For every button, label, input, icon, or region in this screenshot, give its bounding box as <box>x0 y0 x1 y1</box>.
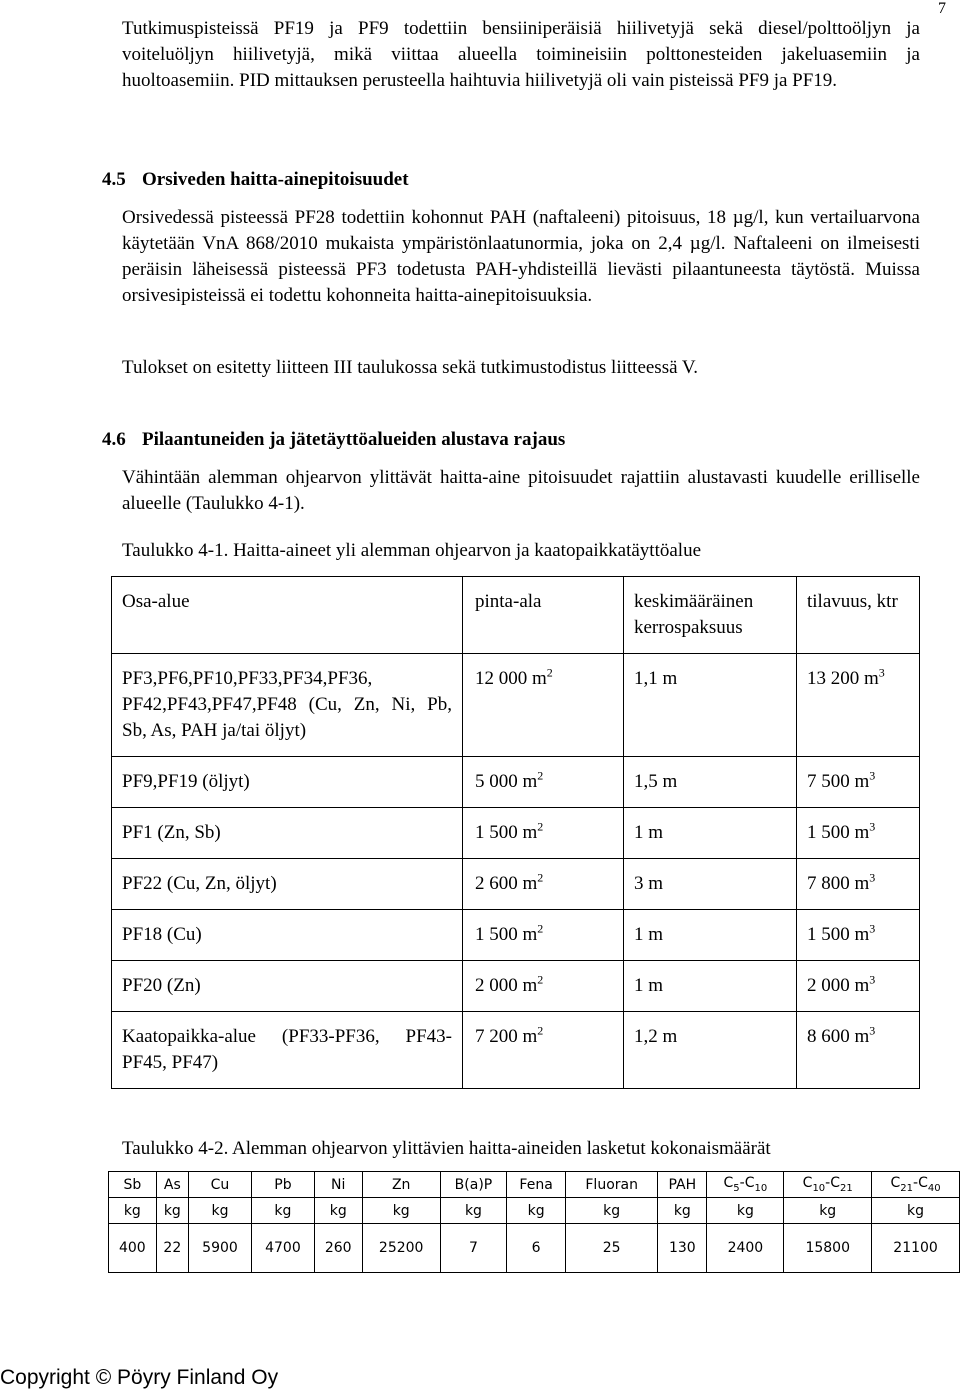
table-cell: 1,1 m <box>624 654 797 757</box>
unit-exponent: 3 <box>869 768 876 783</box>
cell-unit: m <box>854 873 870 894</box>
cell-unit: m <box>854 1026 870 1047</box>
table-cell: 1 m <box>624 961 797 1012</box>
table-cell: Kaatopaikka-alue (PF33-PF36, PF43-PF45, PF47) <box>112 1012 463 1089</box>
cell-unit: m <box>522 771 538 792</box>
table-cell: PF3,PF6,PF10,PF33,PF34,PF36, PF42,PF43,PF47,PF48 (Cu, Zn, Ni, Pb, Sb, As, PAH ja/tai öljyt) <box>112 654 463 757</box>
table-row <box>112 910 920 961</box>
unit-cell: kg <box>872 1198 960 1224</box>
cell-value: 12 000 <box>475 668 528 689</box>
unit-exponent: 3 <box>869 870 876 885</box>
unit-exponent: 3 <box>878 665 885 680</box>
section-4-5-heading <box>102 167 409 193</box>
cell-unit: m <box>522 873 538 894</box>
cell-unit: m <box>522 975 538 996</box>
table-cell <box>463 961 624 1012</box>
header-cell: $C_{10}-C_{21}$ <box>784 1172 872 1198</box>
cell-value: 2 000 <box>475 975 518 996</box>
value-cell: 7 <box>440 1224 506 1273</box>
table-cell: 3 m <box>624 859 797 910</box>
value-cell: 21100 <box>872 1224 960 1273</box>
section-title: Pilaantuneiden ja jätetäyttöalueiden alustava rajaus <box>142 429 566 450</box>
cell-unit: m <box>854 822 870 843</box>
value-cell: 25 <box>566 1224 658 1273</box>
cell-unit: m <box>522 1026 538 1047</box>
unit-cell: kg <box>251 1198 314 1224</box>
table-cell: PF1 (Zn, Sb) <box>112 808 463 859</box>
header-cell: $C_5-C_{10}$ <box>707 1172 784 1198</box>
section-number: 4.6 <box>102 429 126 450</box>
section-4-6-heading <box>102 427 566 453</box>
table-cell <box>463 1012 624 1089</box>
value-cell: 4700 <box>251 1224 314 1273</box>
table-cell <box>463 757 624 808</box>
value-cell: 15800 <box>784 1224 872 1273</box>
cell-unit: m <box>522 822 538 843</box>
value-cell: 5900 <box>189 1224 252 1273</box>
value-cell: 6 <box>507 1224 566 1273</box>
cell-value: 7 500 <box>807 771 850 792</box>
cell-value: 13 200 <box>807 668 860 689</box>
unit-cell: kg <box>314 1198 362 1224</box>
table-cell <box>797 808 920 859</box>
table-row <box>112 654 920 757</box>
section-4-5-paragraph-2: Tulokset on esitetty liitteen III taulukossa sekä tutkimustodistus liitteessä V. <box>122 357 698 378</box>
unit-cell: kg <box>156 1198 188 1224</box>
table-cell <box>463 910 624 961</box>
unit-exponent: 2 <box>537 819 544 834</box>
unit-cell: kg <box>707 1198 784 1224</box>
cell-unit: m <box>854 975 870 996</box>
header-cell: Cu <box>189 1172 252 1198</box>
header-cell: PAH <box>658 1172 707 1198</box>
table-4-2 <box>108 1171 960 1273</box>
table-row <box>112 757 920 808</box>
unit-cell: kg <box>189 1198 252 1224</box>
table-cell <box>797 910 920 961</box>
table-value-row <box>109 1224 960 1273</box>
unit-exponent: 2 <box>537 870 544 885</box>
unit-exponent: 2 <box>537 768 544 783</box>
table-2-caption: Taulukko 4-2. Alemman ohjearvon ylittävien haitta-aineiden lasketut kokonaismäärät <box>122 1138 771 1159</box>
unit-cell: kg <box>507 1198 566 1224</box>
unit-cell: kg <box>566 1198 658 1224</box>
value-cell: 25200 <box>362 1224 440 1273</box>
table-cell: PF18 (Cu) <box>112 910 463 961</box>
table-cell <box>797 757 920 808</box>
table-cell: 1,5 m <box>624 757 797 808</box>
unit-exponent: 2 <box>537 972 544 987</box>
table-cell: 1 m <box>624 910 797 961</box>
cell-value: 1 500 <box>475 822 518 843</box>
footer-copyright: Copyright © Pöyry Finland Oy <box>0 1366 279 1389</box>
cell-value: 8 600 <box>807 1026 850 1047</box>
header-cell: pinta-ala <box>463 577 624 654</box>
unit-cell: kg <box>658 1198 707 1224</box>
header-cell: Fena <box>507 1172 566 1198</box>
cell-unit: m <box>854 924 870 945</box>
table-row <box>112 859 920 910</box>
value-cell: 260 <box>314 1224 362 1273</box>
table-cell: PF22 (Cu, Zn, öljyt) <box>112 859 463 910</box>
unit-exponent: 2 <box>546 665 553 680</box>
value-cell: 130 <box>658 1224 707 1273</box>
table-unit-row <box>109 1198 960 1224</box>
cell-value: 7 800 <box>807 873 850 894</box>
value-cell: 22 <box>156 1224 188 1273</box>
header-cell: Ni <box>314 1172 362 1198</box>
table-cell: PF9,PF19 (öljyt) <box>112 757 463 808</box>
unit-cell: kg <box>362 1198 440 1224</box>
value-cell: 2400 <box>707 1224 784 1273</box>
section-title: Orsiveden haitta-ainepitoisuudet <box>142 169 409 190</box>
cell-value: 2 600 <box>475 873 518 894</box>
cell-unit: m <box>864 668 879 689</box>
cell-value: 2 000 <box>807 975 850 996</box>
table-cell: 1 m <box>624 808 797 859</box>
table-cell <box>463 859 624 910</box>
header-cell: tilavuus, ktr <box>797 577 920 654</box>
intro-paragraph: Tutkimuspisteissä PF19 ja PF9 todettiin bensiiniperäisiä hiilivetyjä sekä diesel/polttoöljyn ja voiteluöljyn hiilivetyjä, mikä viittaa alueella toimineisiin polttonesteiden jakeluasemiin ja huoltoasemiin. PID mittauksen perusteella haihtuvia hiilivetyjä oli vain pisteissä PF9 ja PF19. <box>122 18 920 91</box>
table-row <box>112 961 920 1012</box>
header-cell: $C_{21}-C_{40}$ <box>872 1172 960 1198</box>
table-cell <box>797 654 920 757</box>
table-cell: PF20 (Zn) <box>112 961 463 1012</box>
cell-unit: m <box>854 771 870 792</box>
table-cell <box>797 859 920 910</box>
cell-value: 1 500 <box>475 924 518 945</box>
header-cell: B(a)P <box>440 1172 506 1198</box>
cell-unit: m <box>522 924 538 945</box>
cell-unit: m <box>532 668 547 689</box>
unit-exponent: 3 <box>869 972 876 987</box>
header-cell: Fluoran <box>566 1172 658 1198</box>
table-cell <box>463 808 624 859</box>
unit-cell: kg <box>784 1198 872 1224</box>
table-cell <box>797 961 920 1012</box>
unit-exponent: 3 <box>869 1023 876 1038</box>
table-cell <box>463 654 624 757</box>
page-number: 7 <box>938 0 946 17</box>
cell-value: 1 500 <box>807 924 850 945</box>
cell-value: 5 000 <box>475 771 518 792</box>
unit-cell: kg <box>109 1198 157 1224</box>
header-cell: Pb <box>251 1172 314 1198</box>
section-4-6-paragraph-1: Vähintään alemman ohjearvon ylittävät haitta-aine pitoisuudet rajattiin alustavasti kuudelle erilliselle alueelle (Taulukko 4-1). <box>122 467 920 514</box>
table-4-1 <box>111 576 920 1089</box>
section-4-5-paragraph-1: Orsivedessä pisteessä PF28 todettiin kohonnut PAH (naftaleeni) pitoisuus, 18 µg/l, kun vertailuarvona käytetään VnA 868/2010 mukaista ympäristönlaatunormia, joka on 2,4 µg/l. Naftaleeni on ilmeisesti peräisin läheisessä pisteessä PF3 todetusta PAH-yhdisteillä lievästi pilaantuneesta täytöstä. Muissa orsivesipisteissä ei todettu kohonneita haitta-ainepitoisuuksia. <box>122 207 920 306</box>
table-row <box>112 1012 920 1089</box>
unit-exponent: 3 <box>869 921 876 936</box>
header-cell: Sb <box>109 1172 157 1198</box>
unit-exponent: 3 <box>869 819 876 834</box>
unit-exponent: 2 <box>537 921 544 936</box>
header-cell: Osa-alue <box>112 577 463 654</box>
cell-value: 7 200 <box>475 1026 518 1047</box>
table-cell: 1,2 m <box>624 1012 797 1089</box>
table-row <box>112 808 920 859</box>
unit-cell: kg <box>440 1198 506 1224</box>
table-header-row <box>109 1172 960 1198</box>
section-number: 4.5 <box>102 169 126 190</box>
table-header-row <box>112 577 920 654</box>
table-1-caption: Taulukko 4-1. Haitta-aineet yli alemman ohjearvon ja kaatopaikkatäyttöalue <box>122 540 702 561</box>
value-cell: 400 <box>109 1224 157 1273</box>
table-body <box>112 654 920 1089</box>
header-cell: Zn <box>362 1172 440 1198</box>
header-cell: As <box>156 1172 188 1198</box>
cell-value: 1 500 <box>807 822 850 843</box>
header-cell: keskimääräinen kerrospaksuus <box>624 577 797 654</box>
unit-exponent: 2 <box>537 1023 544 1038</box>
table-cell <box>797 1012 920 1089</box>
